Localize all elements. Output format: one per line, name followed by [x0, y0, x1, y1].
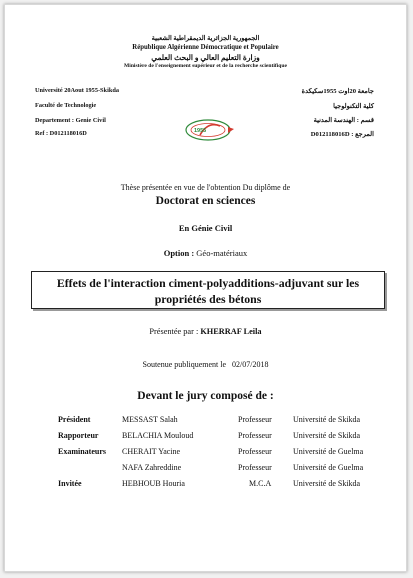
jury-name: CHERAIT Yacine — [122, 447, 181, 456]
header-arabic-republic: الجمهورية الجزائرية الديمقراطية الشعبية — [151, 35, 260, 42]
jury-role: Examinateurs — [58, 447, 106, 456]
right-faculty: كلية التكنولوجيا — [333, 103, 374, 110]
left-university: Université 20Aout 1955-Skikda — [35, 87, 119, 94]
author-name: KHERRAF Leila — [200, 327, 262, 336]
option-label: Option : — [163, 248, 195, 258]
thesis-title-line-2: propriétés des bétons — [154, 292, 262, 306]
right-department: قسم : الهندسة المدنية — [313, 117, 374, 124]
jury-role: Président — [58, 415, 91, 424]
thesis-intro: Thèse présentée en vue de l'obtention Du diplôme de — [120, 183, 291, 192]
thesis-title-box — [31, 271, 385, 309]
right-ref: المرجع : D012118016D — [310, 131, 374, 138]
jury-grade: Professeur — [238, 463, 272, 472]
jury-university: Université de Skikda — [293, 415, 361, 424]
presented-by — [5, 327, 406, 336]
left-faculty: Faculté de Technologie — [35, 102, 97, 109]
jury-grade: M.C.A — [249, 479, 272, 488]
jury-role: Invitée — [58, 479, 82, 488]
jury-university: Université de Skikda — [293, 479, 361, 488]
header-french-ministry: Ministère de l'enseignement supérieur et de la recherche scientifique — [123, 63, 288, 69]
thesis-specialty: En Génie Civil — [178, 223, 233, 233]
left-ref: Ref : D012118016D — [35, 130, 87, 137]
jury-name: MESSAST Salah — [122, 415, 178, 424]
jury-grade: Professeur — [238, 415, 272, 424]
jury-grade: Professeur — [238, 431, 272, 440]
jury-name: BELACHIA Mouloud — [122, 431, 194, 440]
jury-name: NAFA Zahreddine — [122, 463, 182, 472]
document-page — [4, 4, 407, 572]
jury-university: Université de Skikda — [293, 431, 361, 440]
jury-name: HEBHOUB Houria — [122, 479, 185, 488]
logo-year: 1955 — [194, 128, 207, 134]
right-university: جامعة 20اوت 1955سكيكدة — [301, 88, 374, 95]
header-french-republic: République Algérienne Démocratique et Populaire — [132, 44, 279, 51]
left-department: Departement : Genie Civil — [35, 117, 106, 124]
thesis-degree: Doctorat en sciences — [155, 195, 256, 207]
jury-heading: Devant le jury composé de : — [137, 390, 274, 402]
defense-date: 02/07/2018 — [232, 360, 269, 369]
thesis-option — [5, 248, 406, 258]
defense-line — [5, 360, 406, 369]
presented-label: Présentée par : — [149, 327, 199, 336]
header-arabic-ministry: وزارة التعليم العالي و البحث العلمي — [151, 53, 260, 62]
jury-university: Université de Guelma — [293, 463, 364, 472]
university-logo — [180, 117, 240, 143]
option-value: Géo-matériaux — [196, 248, 248, 258]
jury-grade: Professeur — [238, 447, 272, 456]
thesis-title-line-1: Effets de l'interaction ciment-polyadditions-adjuvant sur les — [56, 276, 360, 290]
defense-label: Soutenue publiquement le — [142, 360, 227, 369]
jury-role: Rapporteur — [58, 431, 99, 440]
jury-university: Université de Guelma — [293, 447, 364, 456]
